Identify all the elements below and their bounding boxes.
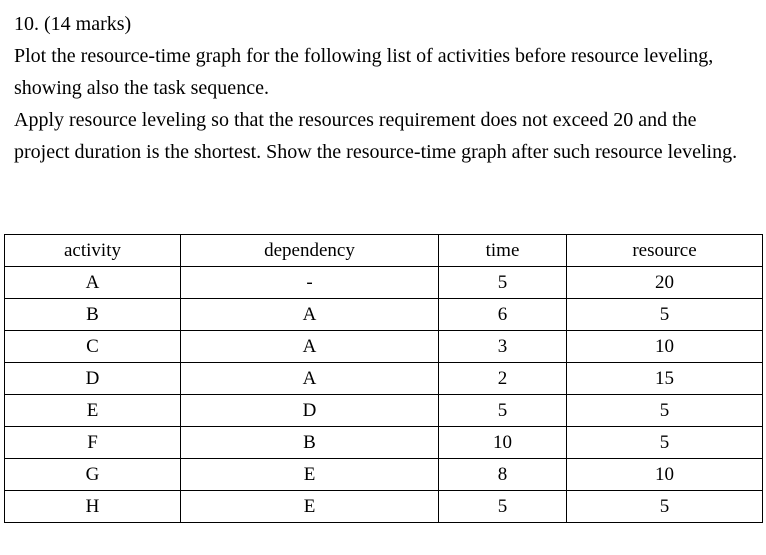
cell-time: 5 bbox=[439, 267, 567, 299]
question-block bbox=[14, 8, 754, 168]
cell-time: 5 bbox=[439, 491, 567, 523]
cell-activity: A bbox=[5, 267, 181, 299]
table-row bbox=[5, 363, 763, 395]
cell-dependency: A bbox=[181, 299, 439, 331]
cell-resource: 5 bbox=[567, 427, 763, 459]
cell-time: 3 bbox=[439, 331, 567, 363]
question-paragraph-1: Plot the resource-time graph for the following list of activities before resource leveling, showing also the task sequence. bbox=[14, 45, 714, 99]
header-resource: resource bbox=[567, 235, 763, 267]
cell-time: 8 bbox=[439, 459, 567, 491]
cell-resource: 5 bbox=[567, 491, 763, 523]
cell-resource: 15 bbox=[567, 363, 763, 395]
question-paragraph-2: Apply resource leveling so that the resources requirement does not exceed 20 and the project duration is the shortest. Show the resource-time graph after such resource leveling. bbox=[14, 109, 738, 163]
cell-activity: D bbox=[5, 363, 181, 395]
header-dependency: dependency bbox=[181, 235, 439, 267]
cell-resource: 10 bbox=[567, 331, 763, 363]
question-heading: 10. (14 marks) bbox=[14, 13, 132, 35]
header-time: time bbox=[439, 235, 567, 267]
cell-dependency: B bbox=[181, 427, 439, 459]
cell-resource: 20 bbox=[567, 267, 763, 299]
table-row bbox=[5, 395, 763, 427]
table-row bbox=[5, 299, 763, 331]
cell-time: 2 bbox=[439, 363, 567, 395]
cell-dependency: E bbox=[181, 491, 439, 523]
activity-table bbox=[4, 234, 763, 523]
cell-activity: H bbox=[5, 491, 181, 523]
cell-activity: E bbox=[5, 395, 181, 427]
table-row bbox=[5, 491, 763, 523]
cell-dependency: E bbox=[181, 459, 439, 491]
cell-dependency: - bbox=[181, 267, 439, 299]
cell-activity: B bbox=[5, 299, 181, 331]
cell-time: 10 bbox=[439, 427, 567, 459]
header-activity: activity bbox=[5, 235, 181, 267]
cell-dependency: A bbox=[181, 363, 439, 395]
cell-activity: G bbox=[5, 459, 181, 491]
cell-activity: F bbox=[5, 427, 181, 459]
cell-activity: C bbox=[5, 331, 181, 363]
cell-dependency: D bbox=[181, 395, 439, 427]
cell-dependency: A bbox=[181, 331, 439, 363]
cell-resource: 5 bbox=[567, 299, 763, 331]
cell-time: 6 bbox=[439, 299, 567, 331]
table-row bbox=[5, 427, 763, 459]
table-row bbox=[5, 267, 763, 299]
cell-resource: 5 bbox=[567, 395, 763, 427]
cell-time: 5 bbox=[439, 395, 567, 427]
table-row bbox=[5, 459, 763, 491]
cell-resource: 10 bbox=[567, 459, 763, 491]
table-row bbox=[5, 331, 763, 363]
table-header-row bbox=[5, 235, 763, 267]
